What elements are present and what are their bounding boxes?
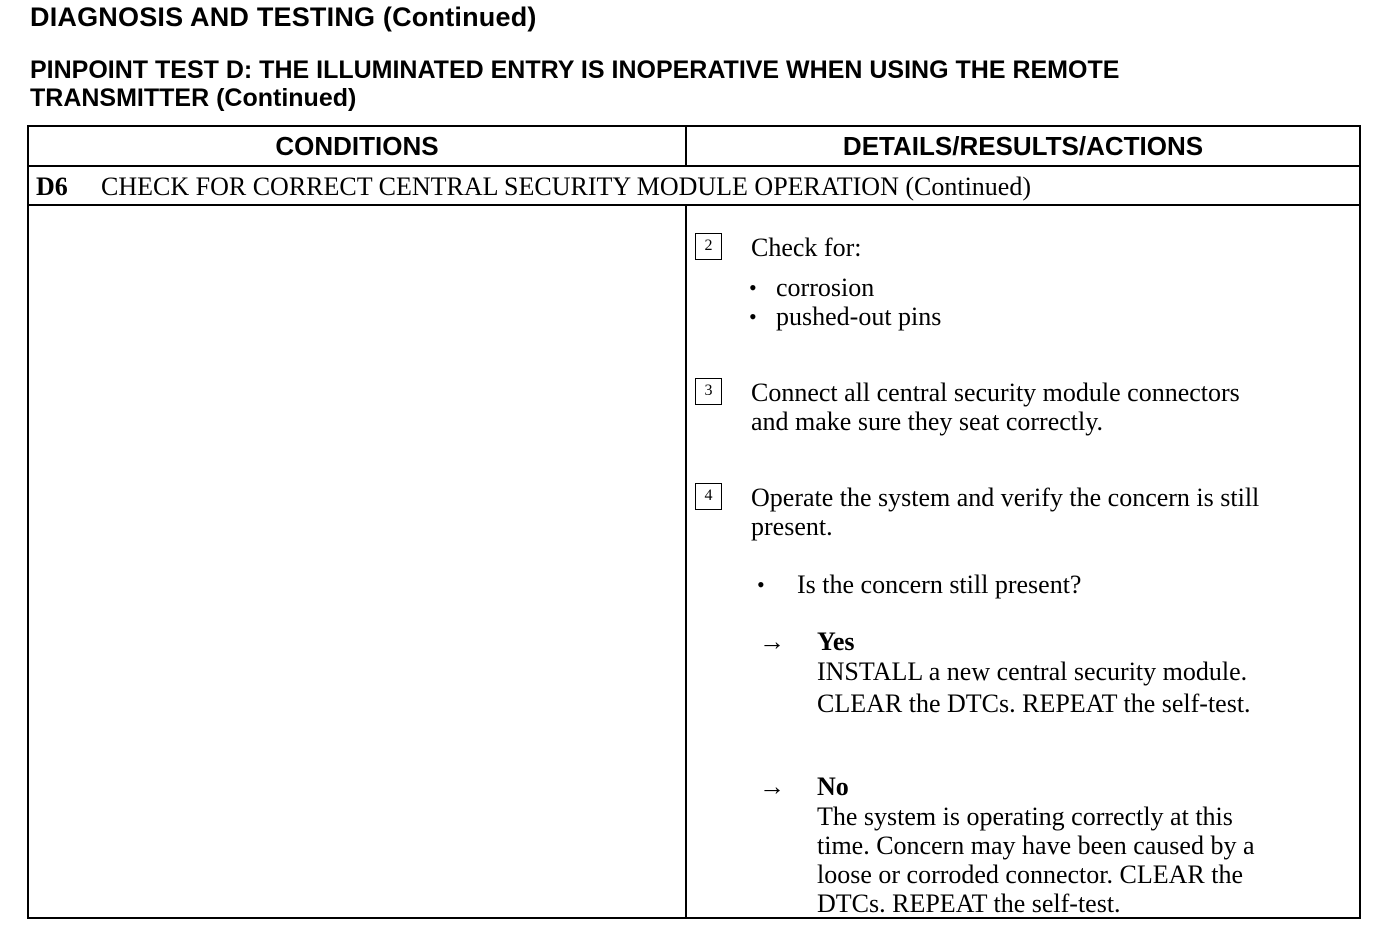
conditions-cell [29,206,685,917]
pinpoint-test-table [27,125,1361,919]
bullet-icon: • [757,572,765,597]
outcome-label-no: No [817,772,849,801]
bullet-icon: • [749,275,757,300]
question-text: Is the concern still present? [797,570,1082,599]
step-row [29,167,1359,206]
action-text: Connect all central security module connectors [751,378,1240,407]
column-divider-header [685,127,687,167]
outcome-text: INSTALL a new central security module. [817,657,1248,686]
outcome-text: The system is operating correctly at this [817,802,1233,831]
test-title-line-1: PINPOINT TEST D: THE ILLUMINATED ENTRY IS INOPERATIVE WHEN USING THE REMOTE [30,56,1120,84]
action-number-box: 2 [695,233,722,260]
section-title: DIAGNOSIS AND TESTING (Continued) [30,2,537,32]
arrow-right-icon: → [759,627,785,656]
bullet-icon: • [749,304,757,329]
outcome-text: time. Concern may have been caused by a [817,831,1255,860]
column-header-details: DETAILS/RESULTS/ACTIONS [842,130,1204,161]
step-id: D6 [36,172,68,201]
arrow-right-icon: → [759,772,785,801]
action-number-box: 3 [695,378,722,405]
bullet-item: corrosion [776,273,875,302]
outcome-text: DTCs. REPEAT the self-test. [817,889,1121,918]
pinpoint-test-title [30,56,1370,112]
step-description: CHECK FOR CORRECT CENTRAL SECURITY MODULE OPERATION (Continued) [101,172,1032,201]
action-text: present. [751,512,833,541]
outcome-label-yes: Yes [817,627,855,656]
table-header-row [29,127,1359,167]
action-number-box: 4 [695,483,722,510]
action-text: Check for: [751,233,862,262]
column-header-conditions: CONDITIONS [275,130,439,161]
outcome-text: CLEAR the DTCs. REPEAT the self-test. [817,689,1251,718]
outcome-text: loose or corroded connector. CLEAR the [817,860,1243,889]
test-title-line-2: TRANSMITTER (Continued) [30,84,357,112]
action-text: Operate the system and verify the concern is still [751,483,1260,512]
details-cell [687,206,1359,917]
bullet-item: pushed-out pins [776,302,942,331]
action-text: and make sure they seat correctly. [751,407,1104,436]
